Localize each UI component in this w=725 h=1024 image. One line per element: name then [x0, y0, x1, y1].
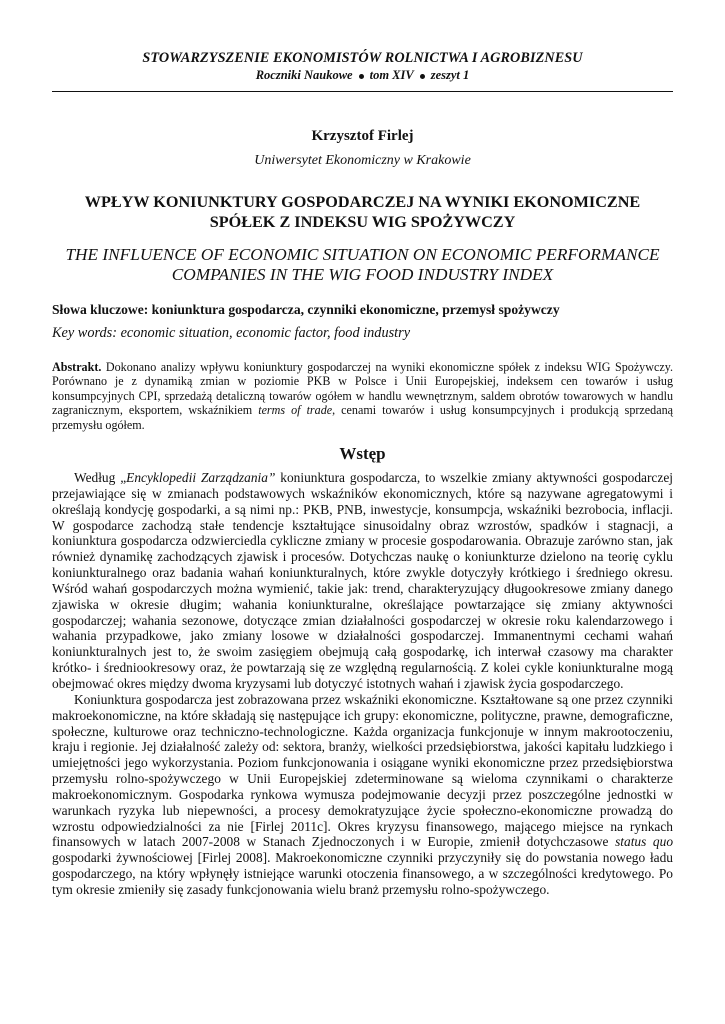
- series-name: Roczniki Naukowe: [255, 68, 353, 82]
- keywords-polish: Słowa kluczowe: koniunktura gospodarcza, czynniki ekonomiczne, przemysł spożywczy: [52, 302, 560, 317]
- paragraph-2-term: status quo: [615, 834, 674, 850]
- body-text: [52, 470, 673, 898]
- journal-series: [52, 67, 673, 83]
- paragraph-1-source: Encyklopedii Zarządzania”: [126, 470, 276, 486]
- author-affiliation: Uniwersytet Ekonomiczny w Krakowie: [254, 153, 471, 168]
- abstract-text-1: Dokonano analizy wpływu koniunktury gospodarczej na wyniki ekonomiczne spółek z indeksu WIG Spożywczy. Porównano je z dynamiką zmian w poziomie PKB w Polsce i Unii Europejskiej, indeksem cen towarów i usług konsumpcyjnych CPI, sprzedażą detaliczną towarów ogółem w handlu wewnętrznym, saldem obrotów towarowych w handlu zagranicznym, eksportem, wskaźnikiem: [52, 360, 673, 418]
- paragraph-2: [52, 692, 673, 898]
- paragraph-1: [52, 470, 673, 692]
- paragraph-2-text-2: gospodarki żywnościowej [Firlej 2008]. Makroekonomiczne czynniki przyczyniły się do powstania nowego ładu gospodarczego, na który wpłynęły istniejące warunki otoczenia finansowego, a w szczególności kredytowego. Po tym okresie zmieniły się zasady funkcjonowania wielu branż przemysłu rolno-spożywczego.: [52, 850, 673, 897]
- abstract-label: Abstrakt.: [52, 360, 102, 374]
- section-heading: Wstęp: [339, 444, 386, 464]
- paragraph-1-text: koniunktura gospodarcza, to wszelkie zmiany aktywności gospodarczej przejawiające się w zmianach podstawowych wskaźników ekonomicznych, które są nazywane agregatowymi i określają kondycję gospodarki, a są nimi np.: PKB, PNB, inwestycje, konsumpcja, wskaźniki bezrobocia, inflacji. W gospodarce zachodzą stałe tendencje kształtujące sinusoidalny obraz wzrostów, spadków i stagnacji, a koniunktura gospodarcza odzwierciedla cykliczne zmiany w procesie gospodarowania. Obrazuje zarówno stan, jak również dynamikę zachodzących zjawisk i procesów. Dotychczas naukę o koniunkturze dzielono na teorię cyklu koniunkturalnego oraz badania wahań koniunkturalnych, które zwykle dotyczyły krótkiego i średniego okresu. Wśród wahań gospodarczych można wymienić, takie jak: trend, charakteryzujący długookresowe zmiany danego zjawiska w okresie długim; wahania koniunkturalne, określające powtarzające się zmiany aktywności gospodarczej; wahania sezonowe, dotyczące zmian działalności gospodarczej w okresie roku kalendarzowego i wahania przypadkowe, jako zmiany losowe w działalności gospodarczej. Immanentnymi cechami wahań koniunkturalnych jest to, że swoim zasięgiem obejmują całą gospodarkę, ich interwał czasowy ma charakter krótko- i średniookresowy oraz, że powtarzają się ze względną regularnością. Z kolei cykle koniunkturalne mogą obejmować okres między dwoma kryzysami lub dotyczyć istotnych wahań i zjawisk życia gospodarczego.: [52, 470, 673, 691]
- bullet-icon: [420, 74, 425, 79]
- keywords-english: Key words: economic situation, economic factor, food industry: [52, 325, 411, 341]
- abstract-text-2: , cenami towarów i usług konsumpcyjnych i produkcją sprzedaną przemysłu ogółem.: [52, 403, 673, 432]
- volume-label: tom XIV: [369, 68, 414, 82]
- abstract: [52, 360, 673, 432]
- paragraph-2-text-1: Koniunktura gospodarcza jest zobrazowana przez wskaźniki ekonomiczne. Kształtowane są one przez czynniki makroekonomiczne, na które składają się następujące ich grupy: ekonomiczne, polityczne, prawne, demograficzne, społeczne, kulturowe oraz techniczno-technologiczne. Każda organizacja funkcjonuje w innym makrootoczeniu, kraju i regionie. Jej działalność zależy od: sektora, branży, wielkości przedsiębiorstwa, jakości kapitału ludzkiego i umiejętności jego wykorzystania. Poziom funkcjonowania i osiągane wyniki ekonomiczne przez przedsiębiorstwa przemysłu rolno-spożywczego w Unii Europejskiej zdeterminowane są wieloma czynnikami o charakterze makroekonomicznym. Gospodarka rynkowa wymusza podejmowanie decyzji przez poszczególne jednostki w warunkach ryzyka lub niepewności, a procesy demokratyzujące życie społeczno-ekonomiczne prowadzą do wzrostu odpowiedzialności za nie [Firlej 2011c]. Okres kryzysu finansowego, mającego miejsce na rynkach finansowych w latach 2007-2008 w Stanach Zjednoczonych i w Europie, zmienił dotychczasowe: [52, 691, 673, 850]
- journal-name: STOWARZYSZENIE EKONOMISTÓW ROLNICTWA I AGROBIZNESU: [142, 50, 583, 66]
- header-rule: [52, 91, 673, 92]
- issue-label: zeszyt 1: [430, 68, 470, 82]
- abstract-term: terms of trade: [258, 403, 333, 418]
- paragraph-1-lead: Według „: [74, 470, 127, 486]
- author-name: Krzysztof Firlej: [311, 128, 414, 144]
- article-page: [52, 50, 673, 898]
- title-english: THE INFLUENCE OF ECONOMIC SITUATION ON ECONOMIC PERFORMANCE COMPANIES IN THE WIG FOOD INDUSTRY INDEX: [65, 245, 660, 284]
- title-polish: WPŁYW KONIUNKTURY GOSPODARCZEJ NA WYNIKI EKONOMICZNE SPÓŁEK Z INDEKSU WIG SPOŻYWCZY: [84, 193, 641, 231]
- bullet-icon: [359, 74, 364, 79]
